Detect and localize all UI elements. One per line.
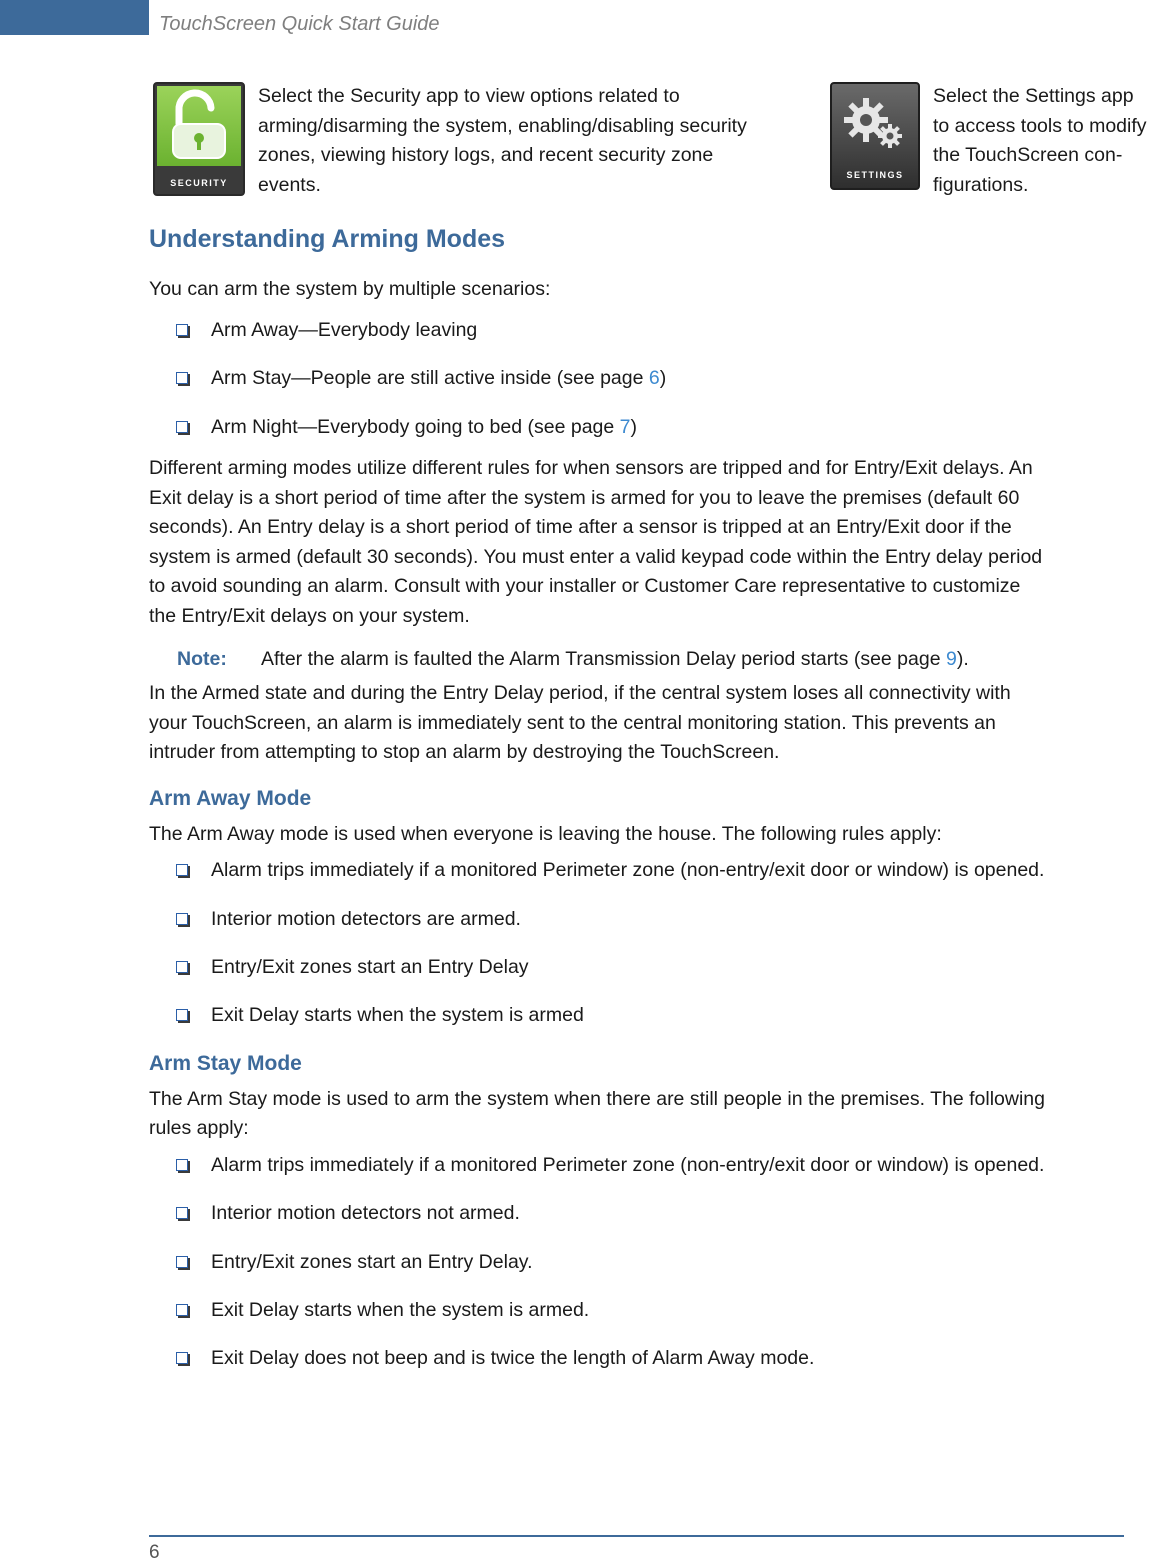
list-item: Alarm trips immediately if a monitored Perimeter zone (non-entry/exit door or window) is opened. <box>149 853 1134 901</box>
settings-app-caption: Select the Settings app to access tools to modify the TouchScreen con- figurations. <box>933 85 1147 196</box>
gears-icon <box>832 84 918 164</box>
checkbox-bullet-icon <box>176 1304 188 1316</box>
arming-delays-paragraph: Different arming modes utilize different rules for when sensors are tripped and for Entry/Exit delays. An Exit delay is a short period of time after the system is armed for you to leave the premises (default 60 seconds). An Entry delay is a short period of time after a sensor is tripped at an Entry/Exit door if the system is armed (default 30 seconds). You must enter a valid keypad code within the Entry delay period to avoid sounding an alarm. Consult with your installer or Customer Care representative to customize the Entry/Exit delays on your system. <box>149 457 1043 627</box>
list-item: Exit Delay starts when the system is armed <box>149 998 1134 1046</box>
checkbox-bullet-icon <box>176 913 188 925</box>
security-icon-label: SECURITY <box>170 178 228 188</box>
arm-away-rules <box>149 853 1134 1047</box>
security-app-caption: Select the Security app to view options related to arming/disarming the system, enabling/disabling security zones, viewing history logs, and recent security zone events. <box>258 85 747 196</box>
padlock-icon <box>157 86 241 166</box>
main-content <box>149 221 1134 1390</box>
checkbox-bullet-icon <box>176 961 188 973</box>
page-link[interactable]: 6 <box>648 367 660 390</box>
list-item: Alarm trips immediately if a monitored Perimeter zone (non-entry/exit door or window) is opened. <box>149 1148 1134 1196</box>
list-item: Arm Away—Everybody leaving <box>149 313 1134 361</box>
list-item: Entry/Exit zones start an Entry Delay. <box>149 1245 1134 1293</box>
list-item: Interior motion detectors not armed. <box>149 1196 1134 1244</box>
list-item: Arm Night—Everybody going to bed (see page 7) <box>149 410 1134 458</box>
list-item: Exit Delay starts when the system is armed. <box>149 1293 1134 1341</box>
page-number: 6 <box>149 1542 160 1563</box>
checkbox-bullet-icon <box>176 372 188 384</box>
checkbox-bullet-icon <box>176 1256 188 1268</box>
checkbox-bullet-icon <box>176 864 188 876</box>
checkbox-bullet-icon <box>176 1207 188 1219</box>
checkbox-bullet-icon <box>176 324 188 336</box>
arm-stay-intro: The Arm Stay mode is used to arm the system when there are still people in the premises. The following rules apply: <box>149 1087 1045 1140</box>
list-item: Arm Stay—People are still active inside (see page 6) <box>149 361 1134 409</box>
connectivity-paragraph: In the Armed state and during the Entry Delay period, if the central system loses all connectivity with your TouchScreen, an alarm is immediately sent to the central monitoring station. This prevents an intruder from attempting to stop an alarm by destroying the TouchScreen. <box>149 682 1011 764</box>
checkbox-bullet-icon <box>176 421 188 433</box>
note: Note: After the alarm is faulted the Alarm Transmission Delay period starts (see page 9). <box>149 639 1134 679</box>
arm-away-title: Arm Away Mode <box>149 786 312 810</box>
arming-modes-list <box>149 313 1134 458</box>
arm-stay-rules <box>149 1148 1134 1390</box>
header-title: TouchScreen Quick Start Guide <box>159 13 440 35</box>
list-item: Entry/Exit zones start an Entry Delay <box>149 950 1134 998</box>
section-intro: You can arm the system by multiple scenarios: <box>149 278 551 300</box>
page-link[interactable]: 7 <box>619 415 631 438</box>
arm-stay-title: Arm Stay Mode <box>149 1051 302 1075</box>
checkbox-bullet-icon <box>176 1009 188 1021</box>
settings-app-icon[interactable] <box>830 82 920 190</box>
checkbox-bullet-icon <box>176 1352 188 1364</box>
header-accent-bar <box>0 0 149 35</box>
arm-away-intro: The Arm Away mode is used when everyone is leaving the house. The following rules apply: <box>149 822 942 845</box>
checkbox-bullet-icon <box>176 1159 188 1171</box>
page-link[interactable]: 9 <box>945 648 957 671</box>
list-item: Interior motion detectors are armed. <box>149 902 1134 950</box>
list-item: Exit Delay does not beep and is twice the length of Alarm Away mode. <box>149 1341 1134 1389</box>
settings-icon-label: SETTINGS <box>846 170 904 180</box>
note-label: Note: <box>177 648 227 671</box>
security-app-icon[interactable] <box>153 82 245 196</box>
section-title: Understanding Arming Modes <box>149 225 506 253</box>
footer-divider <box>149 1535 1124 1537</box>
